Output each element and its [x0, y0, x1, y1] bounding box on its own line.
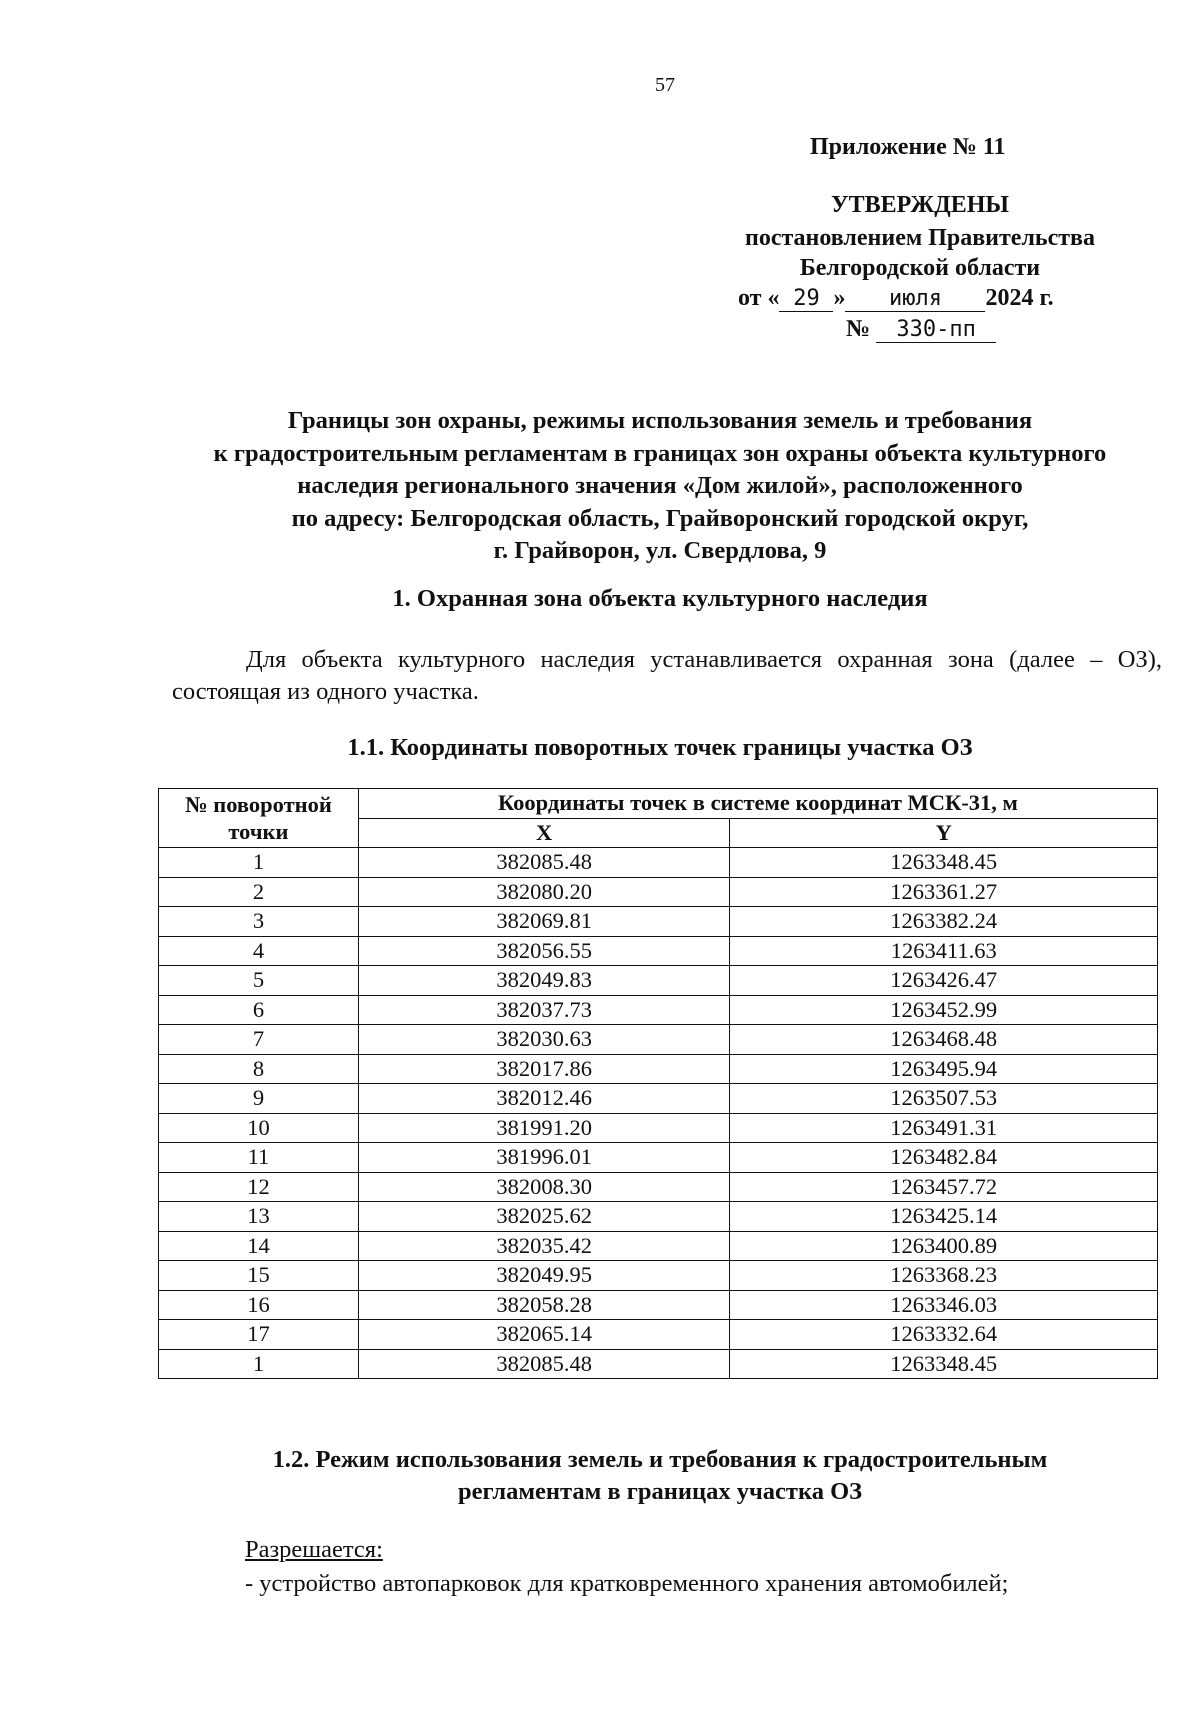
decree-number: [846, 316, 996, 343]
section-1-heading: 1. Охранная зона объекта культурного наследия: [392, 585, 928, 612]
cell-x: 382037.73: [358, 995, 730, 1025]
cell-y: 1263368.23: [730, 1261, 1158, 1291]
cell-point: 1: [159, 1349, 359, 1379]
number-prefix: №: [846, 316, 871, 342]
table-row: [159, 1143, 1158, 1173]
date-day: 29: [779, 287, 833, 312]
table-row: [159, 1172, 1158, 1202]
cell-x: 382008.30: [358, 1172, 730, 1202]
cell-x: 381991.20: [358, 1113, 730, 1143]
cell-point: 4: [159, 936, 359, 966]
decree-line-1: постановлением Правительства: [744, 225, 1095, 251]
cell-x: 382030.63: [358, 1025, 730, 1055]
cell-point: 1: [159, 848, 359, 878]
cell-x: 382069.81: [358, 907, 730, 937]
cell-x: 381996.01: [358, 1143, 730, 1173]
cell-point: 13: [159, 1202, 359, 1232]
permitted-item: - устройство автопарковок для кратковременного хранения автомобилей;: [245, 1570, 1009, 1597]
title-line-1: Границы зон охраны, режимы использования земель и требования: [287, 407, 1033, 434]
col-header-point: № поворотной точки: [159, 789, 359, 848]
table-row: [159, 1290, 1158, 1320]
cell-y: 1263452.99: [730, 995, 1158, 1025]
approved-stamp-heading: УТВЕРЖДЕНЫ: [831, 192, 1009, 218]
cell-point: 15: [159, 1261, 359, 1291]
cell-point: 3: [159, 907, 359, 937]
col-header-coords: Координаты точек в системе координат МСК-31, м: [358, 789, 1157, 819]
table-row: [159, 936, 1158, 966]
number-value: 330-пп: [876, 318, 996, 343]
table-row: [159, 1054, 1158, 1084]
table-row: [159, 1231, 1158, 1261]
table-row: [159, 1261, 1158, 1291]
cell-x: 382017.86: [358, 1054, 730, 1084]
cell-point: 5: [159, 966, 359, 996]
title-line-4: по адресу: Белгородская область, Грайворонский городской округ,: [291, 504, 1029, 532]
cell-point: 2: [159, 877, 359, 907]
cell-point: 8: [159, 1054, 359, 1084]
table-row: [159, 907, 1158, 937]
cell-x: 382080.20: [358, 877, 730, 907]
date-year: 2024 г.: [985, 285, 1054, 311]
cell-point: 10: [159, 1113, 359, 1143]
cell-y: 1263491.31: [730, 1113, 1158, 1143]
cell-y: 1263382.24: [730, 907, 1158, 937]
coordinates-table-body: [159, 848, 1158, 1379]
cell-y: 1263425.14: [730, 1202, 1158, 1232]
cell-y: 1263348.45: [730, 1349, 1158, 1379]
cell-x: 382025.62: [358, 1202, 730, 1232]
decree-line-2: Белгородской области: [799, 255, 1041, 281]
cell-point: 11: [159, 1143, 359, 1173]
coordinates-table: [158, 788, 1158, 1379]
cell-point: 7: [159, 1025, 359, 1055]
cell-x: 382085.48: [358, 848, 730, 878]
permitted-label: Разрешается:: [245, 1536, 383, 1563]
cell-x: 382012.46: [358, 1084, 730, 1114]
cell-y: 1263411.63: [730, 936, 1158, 966]
title-line-3: наследия регионального значения «Дом жилой», расположенного: [297, 472, 1023, 499]
cell-y: 1263495.94: [730, 1054, 1158, 1084]
section-1-1-heading: 1.1. Координаты поворотных точек границы участка ОЗ: [347, 734, 973, 761]
cell-point: 9: [159, 1084, 359, 1114]
cell-x: 382056.55: [358, 936, 730, 966]
cell-y: 1263361.27: [730, 877, 1158, 907]
cell-x: 382058.28: [358, 1290, 730, 1320]
table-row: [159, 966, 1158, 996]
date-prefix: от «: [738, 285, 780, 311]
cell-y: 1263457.72: [730, 1172, 1158, 1202]
table-row: [159, 1113, 1158, 1143]
cell-x: 382065.14: [358, 1320, 730, 1350]
date-mid: »: [833, 285, 846, 311]
cell-point: 14: [159, 1231, 359, 1261]
table-row: [159, 1202, 1158, 1232]
section-1-paragraph: Для объекта культурного наследия устанавливается охранная зона (далее – ОЗ), состоящая из одного участка.: [172, 646, 1162, 705]
table-row: [159, 1025, 1158, 1055]
table-row: [159, 1084, 1158, 1114]
cell-y: 1263426.47: [730, 966, 1158, 996]
title-line-2: к градостроительным регламентам в границах зон охраны объекта культурного: [213, 439, 1107, 467]
cell-y: 1263468.48: [730, 1025, 1158, 1055]
cell-x: 382049.95: [358, 1261, 730, 1291]
cell-y: 1263348.45: [730, 848, 1158, 878]
title-line-5: г. Грайворон, ул. Свердлова, 9: [493, 537, 827, 564]
table-row: [159, 995, 1158, 1025]
cell-y: 1263332.64: [730, 1320, 1158, 1350]
table-row: [159, 848, 1158, 878]
cell-point: 6: [159, 995, 359, 1025]
cell-point: 17: [159, 1320, 359, 1350]
appendix-label: Приложение № 11: [810, 134, 1006, 160]
table-row: [159, 877, 1158, 907]
cell-point: 16: [159, 1290, 359, 1320]
table-row: [159, 1349, 1158, 1379]
col-header-y: Y: [730, 818, 1158, 848]
document-title: [150, 405, 1170, 568]
cell-y: 1263400.89: [730, 1231, 1158, 1261]
cell-point: 12: [159, 1172, 359, 1202]
cell-y: 1263346.03: [730, 1290, 1158, 1320]
table-row: [159, 1320, 1158, 1350]
col-header-x: X: [358, 818, 730, 848]
cell-y: 1263482.84: [730, 1143, 1158, 1173]
section-1-2-heading-line-1: 1.2. Режим использования земель и требования к градостроительным: [272, 1446, 1048, 1473]
page-number: 57: [655, 74, 675, 96]
cell-x: 382049.83: [358, 966, 730, 996]
decree-date: [738, 285, 1054, 312]
cell-x: 382085.48: [358, 1349, 730, 1379]
cell-x: 382035.42: [358, 1231, 730, 1261]
cell-y: 1263507.53: [730, 1084, 1158, 1114]
section-1-2-heading-line-2: регламентам в границах участка ОЗ: [457, 1478, 863, 1505]
section-1-2-heading: [150, 1444, 1170, 1508]
date-month: июля: [845, 287, 985, 312]
